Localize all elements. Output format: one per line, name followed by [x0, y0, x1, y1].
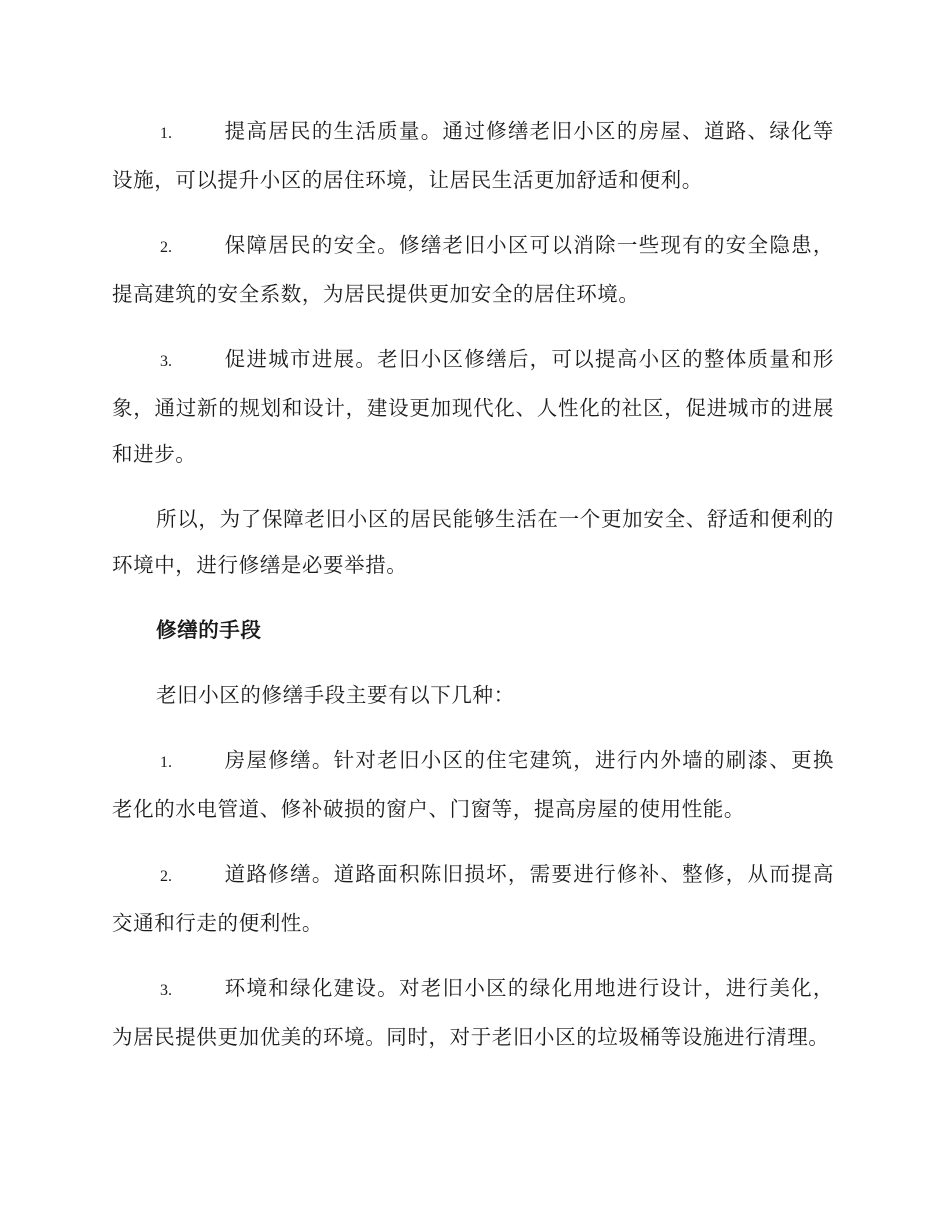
list-item-text: 提高居民的生活质量。通过修缮老旧小区的房屋、道路、绿化等设施，可以提升小区的居住环境，让居民生活更加舒适和便利。	[112, 119, 834, 192]
list-number: 3.	[160, 353, 172, 370]
list-item-text: 房屋修缮。针对老旧小区的住宅建筑，进行内外墙的刷漆、更换老化的水电管道、修补破损的窗户、门窗等，提高房屋的使用性能。	[112, 748, 834, 821]
list-item-text: 促进城市进展。老旧小区修缮后，可以提高小区的整体质量和形象，通过新的规划和设计，建设更加现代化、人性化的社区，促进城市的进展和进步。	[112, 347, 834, 466]
list-item-text: 道路修缮。道路面积陈旧损坏，需要进行修补、整修，从而提高交通和行走的便利性。	[112, 862, 834, 935]
conclusion-paragraph: 所以，为了保障老旧小区的居民能够生活在一个更加安全、舒适和便利的环境中，进行修缮是必要举措。	[112, 507, 834, 577]
list-number: 1.	[160, 125, 172, 142]
intro-paragraph: 老旧小区的修缮手段主要有以下几种：	[156, 683, 515, 707]
list-number: 3.	[160, 982, 172, 999]
list-item	[112, 108, 834, 203]
list-item-text: 保障居民的安全。修缮老旧小区可以消除一些现有的安全隐患，提高建筑的安全系数，为居民提供更加安全的居住环境。	[112, 233, 834, 306]
document-page	[112, 108, 834, 1079]
list-item	[112, 851, 834, 946]
list-item	[112, 737, 834, 832]
list-number: 1.	[160, 754, 172, 771]
list-item-text: 环境和绿化建设。对老旧小区的绿化用地进行设计，进行美化，为居民提供更加优美的环境。同时，对于老旧小区的垃圾桶等设施进行清理。	[112, 976, 834, 1049]
list-item	[112, 336, 834, 477]
list-number: 2.	[160, 239, 172, 256]
section-heading: 修缮的手段	[156, 618, 262, 642]
list-item	[112, 965, 834, 1060]
list-item	[112, 222, 834, 317]
list-number: 2.	[160, 868, 172, 885]
